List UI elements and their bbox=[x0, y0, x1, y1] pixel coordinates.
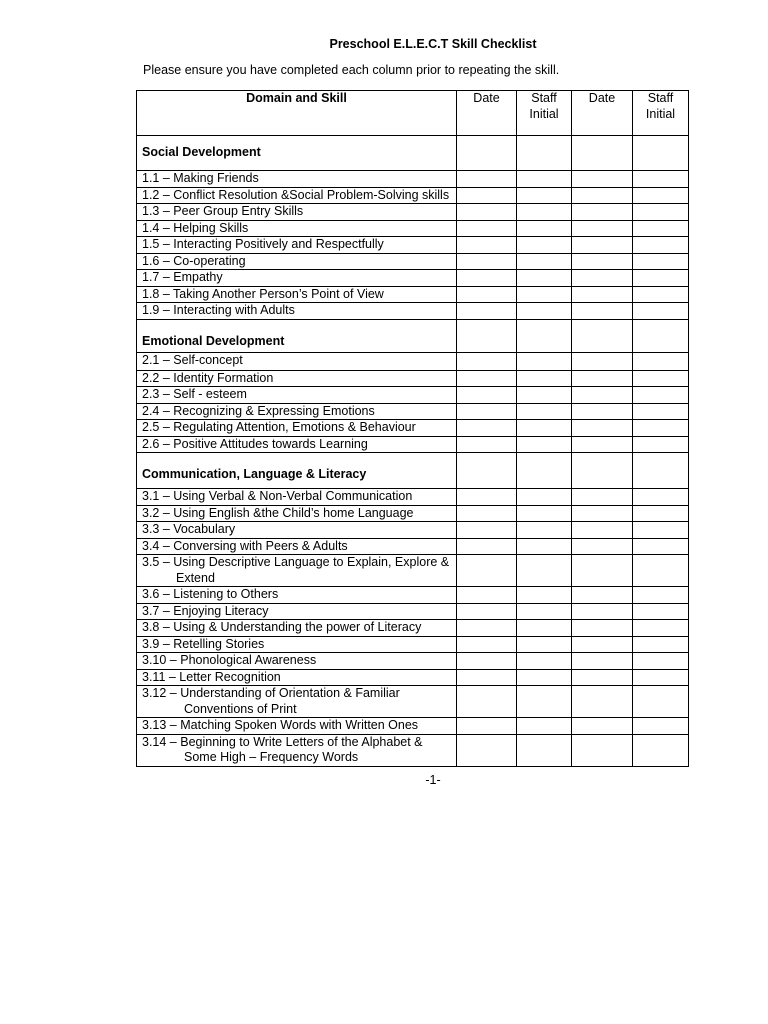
staff-initial-cell-1[interactable] bbox=[517, 420, 572, 437]
date-cell-2[interactable] bbox=[572, 489, 633, 506]
table-row bbox=[137, 505, 689, 522]
staff-initial-cell-1[interactable] bbox=[517, 370, 572, 387]
staff-initial-cell-1[interactable] bbox=[517, 505, 572, 522]
skill-label bbox=[137, 734, 457, 766]
staff-initial-cell-1[interactable] bbox=[517, 387, 572, 404]
staff-initial-cell-1[interactable] bbox=[517, 555, 572, 587]
date-cell-1[interactable] bbox=[457, 436, 517, 453]
staff-initial-cell-2[interactable] bbox=[633, 171, 689, 188]
skill-label: 2.6 – Positive Attitudes towards Learning bbox=[137, 436, 457, 453]
table-row bbox=[137, 734, 689, 766]
skill-label: 2.3 – Self - esteem bbox=[137, 387, 457, 404]
date-cell-2[interactable] bbox=[572, 669, 633, 686]
date-cell-1[interactable] bbox=[457, 603, 517, 620]
staff-initial-cell-1[interactable] bbox=[517, 286, 572, 303]
date-cell-1[interactable] bbox=[457, 403, 517, 420]
date-cell-2[interactable] bbox=[572, 204, 633, 221]
staff-initial-cell-2[interactable] bbox=[633, 403, 689, 420]
date-cell-2[interactable] bbox=[572, 253, 633, 270]
date-cell-1[interactable] bbox=[457, 453, 517, 489]
table-row bbox=[137, 489, 689, 506]
date-cell-2[interactable] bbox=[572, 270, 633, 287]
skill-label: 3.2 – Using English &the Child’s home Language bbox=[137, 505, 457, 522]
table-row bbox=[137, 387, 689, 404]
staff-initial-cell-1[interactable] bbox=[517, 187, 572, 204]
skill-label: 2.4 – Recognizing & Expressing Emotions bbox=[137, 403, 457, 420]
date-cell-1[interactable] bbox=[457, 489, 517, 506]
date-cell-1[interactable] bbox=[457, 286, 517, 303]
table-row bbox=[137, 636, 689, 653]
staff-initial-cell-1[interactable] bbox=[517, 403, 572, 420]
table-row bbox=[137, 303, 689, 320]
date-cell-2[interactable] bbox=[572, 505, 633, 522]
skill-label: 2.1 – Self-concept bbox=[137, 352, 457, 370]
date-cell-1[interactable] bbox=[457, 538, 517, 555]
date-cell-2[interactable] bbox=[572, 436, 633, 453]
staff-initial-cell-1[interactable] bbox=[517, 352, 572, 370]
staff-initial-cell-1[interactable] bbox=[517, 718, 572, 735]
date-cell-1[interactable] bbox=[457, 270, 517, 287]
skill-label: 3.6 – Listening to Others bbox=[137, 587, 457, 604]
skill-label-continuation: Some High – Frequency Words bbox=[184, 750, 359, 764]
skill-label: 2.2 – Identity Formation bbox=[137, 370, 457, 387]
skill-label: 1.5 – Interacting Positively and Respectfully bbox=[137, 237, 457, 254]
skill-label: 3.9 – Retelling Stories bbox=[137, 636, 457, 653]
skill-label: 1.2 – Conflict Resolution &Social Problem-Solving skills bbox=[137, 187, 457, 204]
staff-initial-cell-1[interactable] bbox=[517, 489, 572, 506]
skill-label-line: 3.12 – Understanding of Orientation & Familiar bbox=[142, 686, 400, 700]
staff-initial-cell-2[interactable] bbox=[633, 505, 689, 522]
date-cell-1[interactable] bbox=[457, 653, 517, 670]
staff-initial-cell-1[interactable] bbox=[517, 136, 572, 171]
header-staff-initial-1: Staff Initial bbox=[517, 91, 572, 136]
date-cell-1[interactable] bbox=[457, 352, 517, 370]
skill-label: 3.10 – Phonological Awareness bbox=[137, 653, 457, 670]
staff-initial-cell-1[interactable] bbox=[517, 603, 572, 620]
date-cell-1[interactable] bbox=[457, 669, 517, 686]
date-cell-1[interactable] bbox=[457, 718, 517, 735]
date-cell-2[interactable] bbox=[572, 237, 633, 254]
date-cell-1[interactable] bbox=[457, 587, 517, 604]
table-row bbox=[137, 420, 689, 437]
skill-label: 3.7 – Enjoying Literacy bbox=[137, 603, 457, 620]
staff-initial-cell-2[interactable] bbox=[633, 653, 689, 670]
staff-initial-cell-2[interactable] bbox=[633, 555, 689, 587]
date-cell-2[interactable] bbox=[572, 303, 633, 320]
staff-initial-cell-2[interactable] bbox=[633, 538, 689, 555]
table-row bbox=[137, 187, 689, 204]
table-row bbox=[137, 370, 689, 387]
staff-initial-cell-2[interactable] bbox=[633, 387, 689, 404]
table-row bbox=[137, 669, 689, 686]
table-row bbox=[137, 686, 689, 718]
staff-initial-cell-2[interactable] bbox=[633, 620, 689, 637]
date-cell-1[interactable] bbox=[457, 319, 517, 352]
date-cell-1[interactable] bbox=[457, 686, 517, 718]
skill-label: 1.3 – Peer Group Entry Skills bbox=[137, 204, 457, 221]
section-title: Communication, Language & Literacy bbox=[137, 453, 457, 489]
page-number: -1- bbox=[425, 773, 441, 787]
staff-initial-cell-1[interactable] bbox=[517, 253, 572, 270]
staff-initial-cell-2[interactable] bbox=[633, 686, 689, 718]
staff-initial-cell-1[interactable] bbox=[517, 620, 572, 637]
staff-initial-cell-2[interactable] bbox=[633, 220, 689, 237]
skill-label: 2.5 – Regulating Attention, Emotions & Behaviour bbox=[137, 420, 457, 437]
skill-label: 3.8 – Using & Understanding the power of Literacy bbox=[137, 620, 457, 637]
staff-initial-cell-1[interactable] bbox=[517, 538, 572, 555]
date-cell-2[interactable] bbox=[572, 587, 633, 604]
date-cell-2[interactable] bbox=[572, 734, 633, 766]
skill-label-continuation: Conventions of Print bbox=[184, 701, 297, 716]
date-cell-1[interactable] bbox=[457, 620, 517, 637]
table-row bbox=[137, 718, 689, 735]
staff-initial-cell-2[interactable] bbox=[633, 636, 689, 653]
date-cell-1[interactable] bbox=[457, 734, 517, 766]
date-cell-1[interactable] bbox=[457, 220, 517, 237]
date-cell-1[interactable] bbox=[457, 370, 517, 387]
date-cell-2[interactable] bbox=[572, 387, 633, 404]
date-cell-1[interactable] bbox=[457, 136, 517, 171]
staff-initial-cell-2[interactable] bbox=[633, 669, 689, 686]
date-cell-2[interactable] bbox=[572, 603, 633, 620]
document-title: Preschool E.L.E.C.T Skill Checklist bbox=[329, 37, 537, 51]
date-cell-2[interactable] bbox=[572, 171, 633, 188]
date-cell-2[interactable] bbox=[572, 453, 633, 489]
staff-initial-cell-2[interactable] bbox=[633, 187, 689, 204]
staff-initial-cell-1[interactable] bbox=[517, 303, 572, 320]
staff-initial-cell-2[interactable] bbox=[633, 319, 689, 352]
table-row bbox=[137, 436, 689, 453]
skill-label: 3.1 – Using Verbal & Non-Verbal Communication bbox=[137, 489, 457, 506]
table-row bbox=[137, 587, 689, 604]
staff-initial-cell-2[interactable] bbox=[633, 522, 689, 539]
date-cell-2[interactable] bbox=[572, 636, 633, 653]
date-cell-1[interactable] bbox=[457, 387, 517, 404]
date-cell-1[interactable] bbox=[457, 555, 517, 587]
staff-initial-cell-2[interactable] bbox=[633, 270, 689, 287]
staff-initial-cell-1[interactable] bbox=[517, 734, 572, 766]
staff-initial-cell-2[interactable] bbox=[633, 136, 689, 171]
staff-initial-cell-2[interactable] bbox=[633, 436, 689, 453]
date-cell-1[interactable] bbox=[457, 420, 517, 437]
table-row bbox=[137, 653, 689, 670]
staff-initial-cell-1[interactable] bbox=[517, 436, 572, 453]
skill-label: 3.13 – Matching Spoken Words with Written Ones bbox=[137, 718, 457, 735]
staff-initial-cell-1[interactable] bbox=[517, 587, 572, 604]
date-cell-2[interactable] bbox=[572, 136, 633, 171]
staff-initial-cell-2[interactable] bbox=[633, 204, 689, 221]
date-cell-2[interactable] bbox=[572, 286, 633, 303]
staff-initial-cell-2[interactable] bbox=[633, 420, 689, 437]
section-title: Emotional Development bbox=[137, 319, 457, 352]
table-row bbox=[137, 403, 689, 420]
section-row-social-development bbox=[137, 136, 689, 171]
date-cell-2[interactable] bbox=[572, 420, 633, 437]
date-cell-2[interactable] bbox=[572, 319, 633, 352]
date-cell-2[interactable] bbox=[572, 352, 633, 370]
staff-initial-cell-2[interactable] bbox=[633, 286, 689, 303]
date-cell-2[interactable] bbox=[572, 538, 633, 555]
section-row-communication-language-literacy bbox=[137, 453, 689, 489]
section-title: Social Development bbox=[137, 136, 457, 171]
table-row bbox=[137, 352, 689, 370]
skill-label: 3.3 – Vocabulary bbox=[137, 522, 457, 539]
skill-label bbox=[137, 686, 457, 718]
date-cell-1[interactable] bbox=[457, 636, 517, 653]
staff-initial-cell-2[interactable] bbox=[633, 489, 689, 506]
date-cell-1[interactable] bbox=[457, 522, 517, 539]
staff-initial-cell-1[interactable] bbox=[517, 220, 572, 237]
date-cell-1[interactable] bbox=[457, 237, 517, 254]
date-cell-2[interactable] bbox=[572, 187, 633, 204]
table-row bbox=[137, 253, 689, 270]
staff-initial-cell-2[interactable] bbox=[633, 253, 689, 270]
skill-label: 1.6 – Co-operating bbox=[137, 253, 457, 270]
instruction-text: Please ensure you have completed each column prior to repeating the skill. bbox=[143, 63, 560, 77]
staff-initial-cell-1[interactable] bbox=[517, 453, 572, 489]
skill-label: 3.4 – Conversing with Peers & Adults bbox=[137, 538, 457, 555]
staff-initial-cell-2[interactable] bbox=[633, 303, 689, 320]
skill-label bbox=[137, 555, 457, 587]
date-cell-2[interactable] bbox=[572, 370, 633, 387]
date-cell-2[interactable] bbox=[572, 522, 633, 539]
date-cell-2[interactable] bbox=[572, 220, 633, 237]
header-domain-and-skill: Domain and Skill bbox=[137, 91, 457, 136]
table-row bbox=[137, 171, 689, 188]
staff-initial-cell-2[interactable] bbox=[633, 718, 689, 735]
date-cell-1[interactable] bbox=[457, 187, 517, 204]
table-row bbox=[137, 538, 689, 555]
table-row bbox=[137, 603, 689, 620]
staff-initial-cell-2[interactable] bbox=[633, 370, 689, 387]
date-cell-2[interactable] bbox=[572, 653, 633, 670]
skill-label: 3.11 – Letter Recognition bbox=[137, 669, 457, 686]
staff-initial-cell-1[interactable] bbox=[517, 653, 572, 670]
staff-initial-cell-2[interactable] bbox=[633, 587, 689, 604]
table-row bbox=[137, 270, 689, 287]
skill-label-line: 3.14 – Beginning to Write Letters of the Alphabet & bbox=[142, 734, 423, 749]
skill-label-continuation: Extend bbox=[176, 570, 215, 585]
table-row bbox=[137, 555, 689, 587]
staff-initial-cell-1[interactable] bbox=[517, 669, 572, 686]
skill-label: 1.9 – Interacting with Adults bbox=[137, 303, 457, 320]
staff-initial-cell-1[interactable] bbox=[517, 171, 572, 188]
date-cell-1[interactable] bbox=[457, 171, 517, 188]
staff-initial-cell-1[interactable] bbox=[517, 270, 572, 287]
staff-initial-cell-2[interactable] bbox=[633, 352, 689, 370]
staff-initial-cell-1[interactable] bbox=[517, 204, 572, 221]
staff-initial-cell-2[interactable] bbox=[633, 453, 689, 489]
date-cell-1[interactable] bbox=[457, 303, 517, 320]
skill-label: 1.1 – Making Friends bbox=[137, 171, 457, 188]
date-cell-1[interactable] bbox=[457, 204, 517, 221]
staff-initial-cell-1[interactable] bbox=[517, 319, 572, 352]
skill-label: 1.8 – Taking Another Person’s Point of View bbox=[137, 286, 457, 303]
table-row bbox=[137, 286, 689, 303]
staff-initial-cell-1[interactable] bbox=[517, 522, 572, 539]
section-row-emotional-development bbox=[137, 319, 689, 352]
header-staff-initial-2: Staff Initial bbox=[633, 91, 689, 136]
skill-label: 1.7 – Empathy bbox=[137, 270, 457, 287]
date-cell-2[interactable] bbox=[572, 620, 633, 637]
skill-label-line: 3.5 – Using Descriptive Language to Explain, Explore & bbox=[142, 555, 450, 569]
staff-initial-cell-1[interactable] bbox=[517, 636, 572, 653]
staff-initial-cell-2[interactable] bbox=[633, 603, 689, 620]
table-row bbox=[137, 204, 689, 221]
table-row bbox=[137, 620, 689, 637]
date-cell-1[interactable] bbox=[457, 253, 517, 270]
table-row bbox=[137, 220, 689, 237]
table-header-row bbox=[137, 91, 689, 136]
staff-initial-cell-1[interactable] bbox=[517, 237, 572, 254]
table-row bbox=[137, 237, 689, 254]
date-cell-2[interactable] bbox=[572, 403, 633, 420]
date-cell-2[interactable] bbox=[572, 718, 633, 735]
skill-label: 1.4 – Helping Skills bbox=[137, 220, 457, 237]
staff-initial-cell-2[interactable] bbox=[633, 734, 689, 766]
date-cell-1[interactable] bbox=[457, 505, 517, 522]
header-date-1: Date bbox=[457, 91, 517, 136]
staff-initial-cell-1[interactable] bbox=[517, 686, 572, 718]
table-row bbox=[137, 522, 689, 539]
date-cell-2[interactable] bbox=[572, 555, 633, 587]
date-cell-2[interactable] bbox=[572, 686, 633, 718]
skill-checklist-table bbox=[136, 90, 689, 767]
staff-initial-cell-2[interactable] bbox=[633, 237, 689, 254]
header-date-2: Date bbox=[572, 91, 633, 136]
